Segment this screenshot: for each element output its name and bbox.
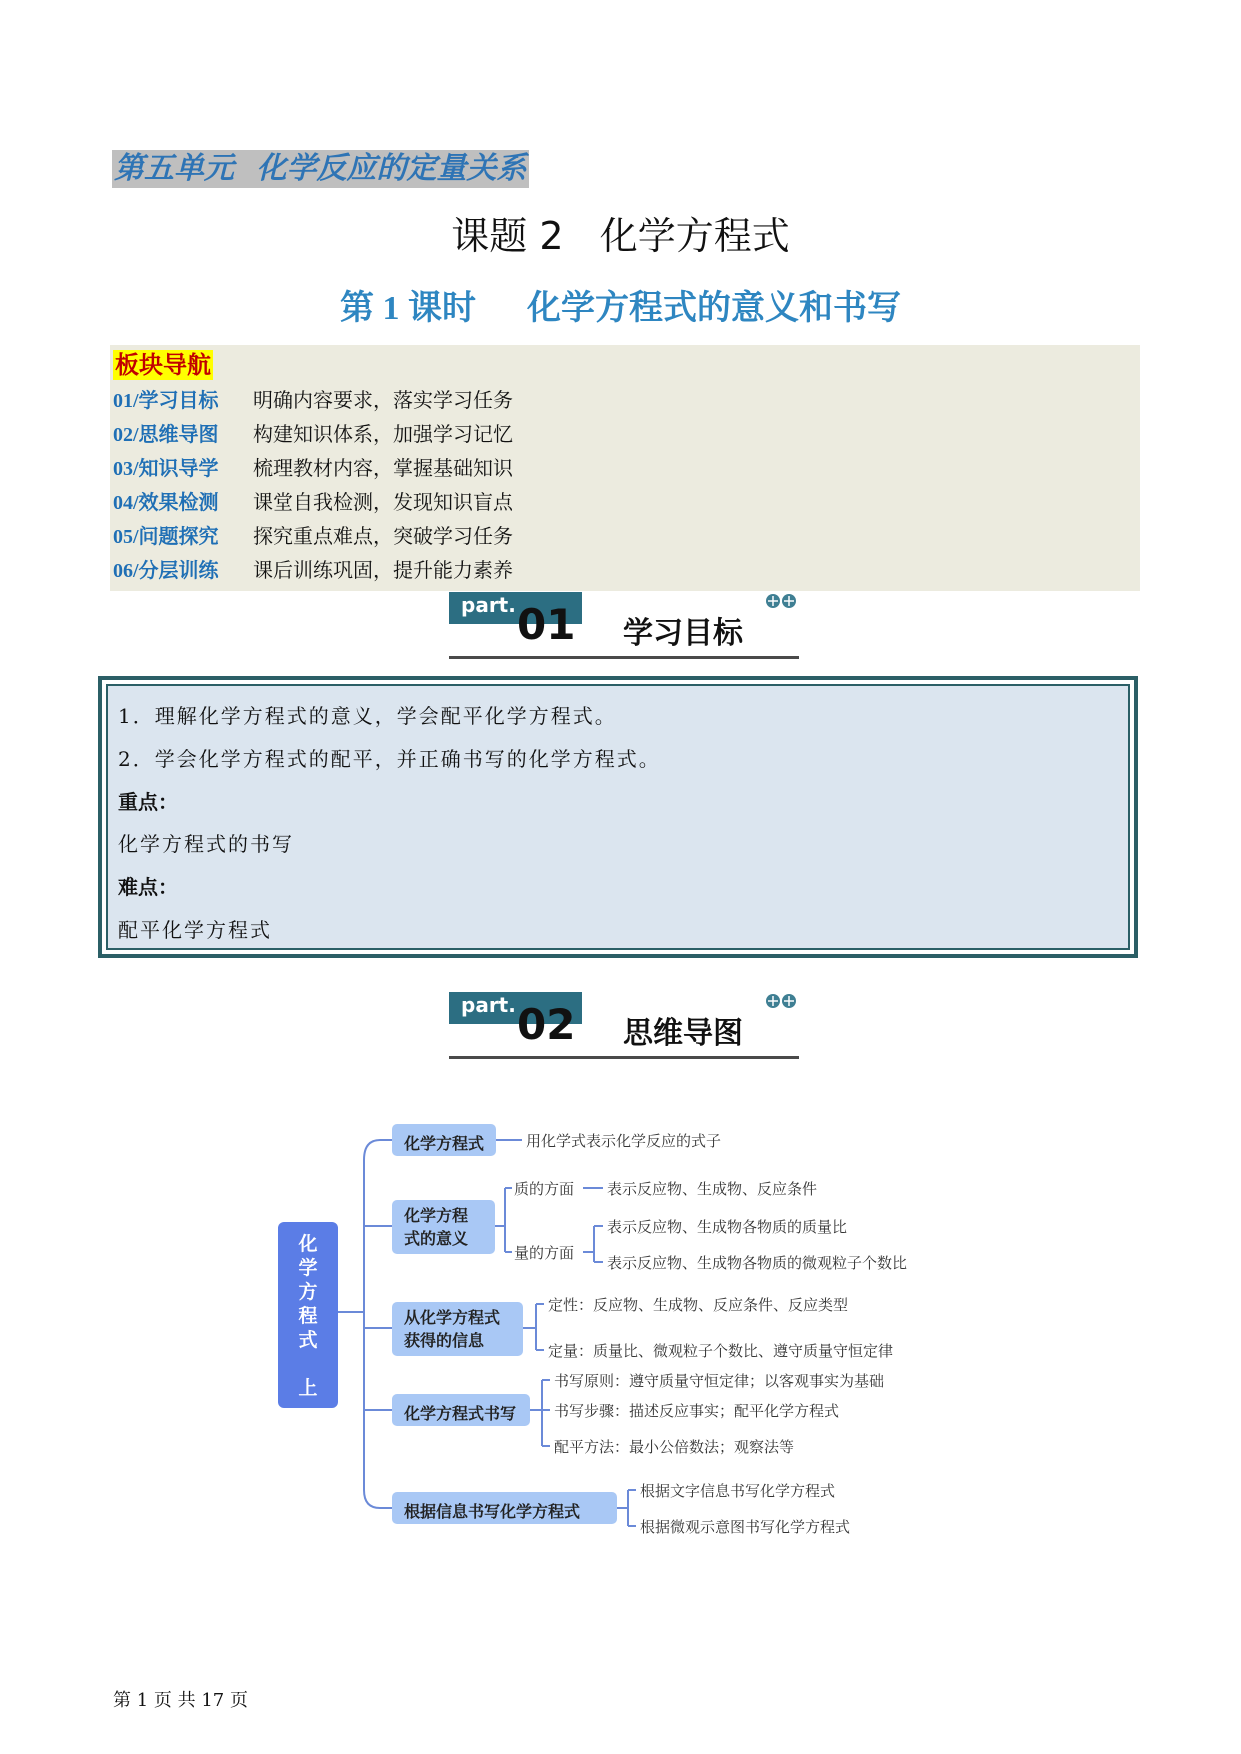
goal-line-2: 2．学会化学方程式的配平，并正确书写的化学方程式。: [118, 747, 661, 771]
sub-branch: 质的方面: [514, 1180, 575, 1198]
sub-branch: 量的方面: [514, 1244, 575, 1262]
key-point-text: 化学方程式的书写: [118, 832, 294, 856]
root-char: 式: [298, 1329, 318, 1351]
node-b3-line: 获得的信息: [404, 1331, 485, 1350]
root-gap: [278, 1352, 338, 1376]
nav-item-code: 05/问题探究: [113, 526, 219, 548]
nav-header: 板块导航: [115, 351, 211, 379]
leaf: 定性：反应物、生成物、反应条件、反应类型: [548, 1296, 849, 1314]
node-b5-label: 根据信息书写化学方程式: [404, 1502, 581, 1521]
nav-item-code: 03/知识导学: [113, 458, 219, 480]
nav-item-code: 01/学习目标: [113, 390, 219, 412]
leaf: 表示反应物、生成物、反应条件: [607, 1180, 818, 1198]
difficulty-label: 难点：: [118, 875, 178, 899]
leaf: 配平方法：最小公倍数法；观察法等: [554, 1438, 795, 1456]
nav-item-desc: 课后训练巩固，提升能力素养: [253, 558, 513, 582]
leaf: 用化学式表示化学反应的式子: [526, 1132, 722, 1150]
unit-title: 第五单元 化学反应的定量关系: [112, 150, 529, 188]
node-b2-label: [404, 1204, 468, 1250]
nav-item-desc: 梳理教材内容，掌握基础知识: [253, 456, 513, 480]
lesson-title: 课题 2 化学方程式: [451, 214, 790, 258]
node-b2-line: 化学方程: [404, 1206, 469, 1225]
nav-item-code: 06/分层训练: [113, 560, 219, 582]
leaf: 根据微观示意图书写化学方程式: [640, 1518, 851, 1536]
part-title: 学习目标: [623, 616, 743, 651]
nav-item-desc: 明确内容要求，落实学习任务: [253, 388, 513, 412]
part-number: 01: [517, 600, 576, 649]
leaf: 表示反应物、生成物各物质的质量比: [607, 1218, 848, 1236]
root-char: 程: [298, 1305, 318, 1327]
period-title: 第 1 课时 化学方程式的意义和书写: [340, 290, 901, 327]
page-footer: 第 1 页 共 17 页: [113, 1690, 248, 1711]
node-b2-line: 式的意义: [404, 1229, 469, 1248]
nav-item-code: 02/思维导图: [113, 424, 219, 446]
node-b4-label: 化学方程式书写: [404, 1404, 517, 1423]
nav-item-desc: 构建知识体系，加强学习记忆: [253, 422, 513, 446]
difficulty-text: 配平化学方程式: [118, 918, 272, 942]
part-number: 02: [517, 1000, 576, 1049]
root-char: 化: [298, 1233, 318, 1255]
leaf: 根据文字信息书写化学方程式: [640, 1482, 836, 1500]
part-title: 思维导图: [623, 1016, 743, 1051]
part-word: part.: [461, 993, 516, 1017]
root-char: 方: [298, 1281, 318, 1303]
leaf: 表示反应物、生成物各物质的微观粒子个数比: [607, 1254, 908, 1272]
nav-item-desc: 课堂自我检测，发现知识盲点: [253, 490, 513, 514]
key-point-label: 重点：: [118, 790, 178, 814]
node-b3-line: 从化学方程式: [404, 1308, 501, 1327]
nav-item-code: 04/效果检测: [113, 492, 219, 514]
leaf: 定量：质量比、微观粒子个数比、遵守质量守恒定律: [548, 1342, 894, 1360]
node-b3-label: [404, 1306, 500, 1352]
mind-map-root-label: [278, 1232, 338, 1400]
leaf: 书写原则：遵守质量守恒定律；以客观事实为基础: [554, 1372, 885, 1390]
root-char: 上: [298, 1377, 318, 1399]
root-char: 学: [298, 1257, 318, 1279]
goal-line-1: 1．理解化学方程式的意义，学会配平化学方程式。: [118, 704, 617, 728]
leaf: 书写步骤：描述反应事实；配平化学方程式: [554, 1402, 840, 1420]
node-b1-label: 化学方程式: [404, 1134, 485, 1153]
part-word: part.: [461, 593, 516, 617]
nav-item-desc: 探究重点难点，突破学习任务: [253, 524, 513, 548]
